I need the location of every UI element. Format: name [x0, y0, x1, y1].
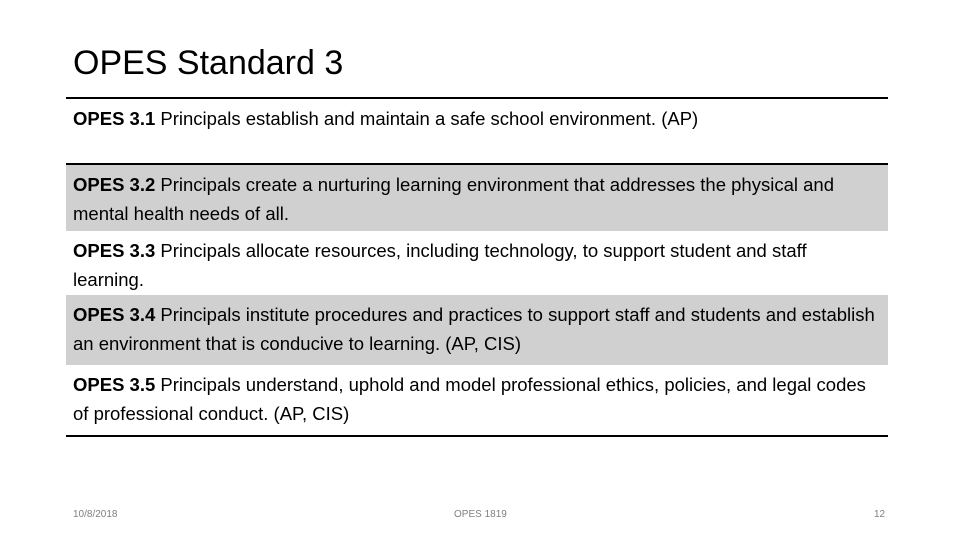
standard-text: Principals establish and maintain a safe school environment. (AP): [155, 108, 699, 129]
standard-code: OPES 3.4: [73, 304, 156, 325]
standard-text: Principals institute procedures and practices to support staff and students and establish an environment that is conducive to learning. (AP, CIS): [73, 304, 875, 354]
footer-date: 10/8/2018: [73, 509, 118, 520]
standard-code: OPES 3.2: [73, 174, 156, 195]
standard-code: OPES 3.5: [73, 374, 156, 395]
standard-row-3-3: [66, 231, 888, 295]
standard-code: OPES 3.3: [73, 240, 156, 261]
standard-text: Principals understand, uphold and model professional ethics, policies, and legal codes of professional conduct. (AP, CIS): [73, 374, 866, 424]
standard-row-3-1: [66, 99, 888, 165]
standard-row-3-5: [66, 365, 888, 435]
footer-page-number: 12: [874, 509, 886, 520]
standard-text: Principals create a nurturing learning environment that addresses the physical and mental health needs of all.: [73, 174, 834, 224]
standard-row-3-4: [66, 295, 888, 365]
standard-row-3-2: [66, 165, 888, 231]
standard-code: OPES 3.1: [73, 108, 156, 129]
slide-title: OPES Standard 3: [73, 44, 344, 82]
standards-table: [66, 97, 888, 437]
footer-title: OPES 1819: [454, 509, 507, 520]
standard-text: Principals allocate resources, including technology, to support student and staff learning.: [73, 240, 807, 290]
